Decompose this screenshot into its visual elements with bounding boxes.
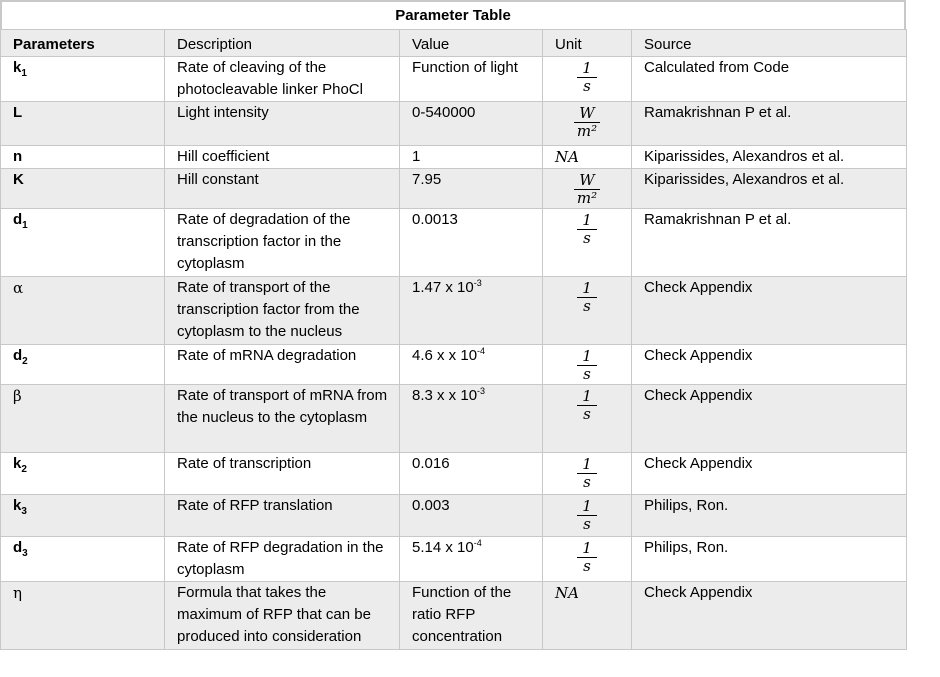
source-cell: Check Appendix	[632, 385, 907, 453]
parameter-symbol: k	[13, 497, 22, 514]
unit-denominator: s	[583, 473, 591, 491]
value-text: 0.0013	[412, 211, 458, 228]
parameter-subscript: 3	[21, 506, 27, 517]
unit-fraction	[577, 60, 597, 95]
unit-numerator: 1	[577, 498, 597, 516]
table-row	[1, 277, 907, 345]
description-cell: Rate of mRNA degradation	[165, 345, 400, 385]
parameter-symbol: η	[13, 584, 22, 602]
value-text: 4.6 x x 10	[412, 347, 478, 364]
unit-denominator: s	[583, 557, 591, 575]
unit-fraction	[577, 388, 597, 423]
table-row	[1, 582, 907, 650]
parameter-cell	[1, 582, 165, 650]
unit-text: NA	[555, 148, 579, 166]
parameter-subscript: 1	[22, 220, 28, 231]
unit-cell	[543, 169, 632, 209]
description-cell: Rate of transcription	[165, 453, 400, 495]
header-parameters: Parameters	[1, 30, 165, 57]
parameter-cell	[1, 345, 165, 385]
parameter-subscript: 2	[22, 356, 28, 367]
source-cell: Check Appendix	[632, 453, 907, 495]
table-row	[1, 345, 907, 385]
unit-denominator: m²	[576, 122, 598, 140]
unit-cell	[543, 102, 632, 146]
parameter-cell	[1, 277, 165, 345]
unit-denominator: s	[583, 365, 591, 383]
description-cell: Hill coefficient	[165, 146, 400, 169]
unit-cell	[543, 345, 632, 385]
value-text: 7.95	[412, 171, 442, 188]
header-row	[1, 30, 907, 57]
unit-fraction	[574, 172, 599, 207]
parameter-subscript: 3	[22, 548, 28, 559]
value-cell	[400, 102, 543, 146]
parameter-cell	[1, 146, 165, 169]
unit-numerator: W	[574, 172, 599, 190]
header-description: Description	[165, 30, 400, 57]
parameter-cell	[1, 385, 165, 453]
source-cell: Kiparissides, Alexandros et al.	[632, 146, 907, 169]
header-value: Value	[400, 30, 543, 57]
source-cell: Check Appendix	[632, 277, 907, 345]
unit-numerator: W	[574, 105, 599, 123]
value-cell	[400, 345, 543, 385]
value-exponent: -4	[473, 538, 482, 548]
unit-cell	[543, 385, 632, 453]
table-row	[1, 453, 907, 495]
table-row	[1, 102, 907, 146]
value-exponent: -3	[477, 386, 486, 396]
unit-cell	[543, 453, 632, 495]
unit-fraction	[577, 348, 597, 383]
unit-fraction	[577, 212, 597, 247]
value-cell	[400, 453, 543, 495]
description-cell: Formula that takes the maximum of RFP that can be produced into consideration	[165, 582, 400, 650]
parameter-cell	[1, 495, 165, 537]
unit-cell	[543, 582, 632, 650]
value-cell	[400, 57, 543, 102]
parameter-symbol: K	[13, 171, 24, 188]
parameter-symbol: k	[13, 455, 22, 472]
source-cell: Ramakrishnan P et al.	[632, 102, 907, 146]
value-cell	[400, 169, 543, 209]
unit-numerator: 1	[577, 456, 597, 474]
value-cell	[400, 537, 543, 582]
parameter-cell	[1, 209, 165, 277]
parameter-cell	[1, 537, 165, 582]
unit-denominator: s	[583, 515, 591, 533]
table-row	[1, 169, 907, 209]
value-cell	[400, 495, 543, 537]
unit-cell	[543, 146, 632, 169]
table-row	[1, 537, 907, 582]
parameter-cell	[1, 169, 165, 209]
value-cell	[400, 385, 543, 453]
source-cell: Kiparissides, Alexandros et al.	[632, 169, 907, 209]
source-cell: Ramakrishnan P et al.	[632, 209, 907, 277]
value-exponent: -4	[477, 346, 486, 356]
unit-denominator: s	[583, 297, 591, 315]
description-cell: Rate of RFP degradation in the cytoplasm	[165, 537, 400, 582]
description-cell: Rate of cleaving of the photocleavable linker PhoCl	[165, 57, 400, 102]
value-text: 1	[412, 148, 421, 165]
unit-fraction	[577, 498, 597, 533]
unit-cell	[543, 537, 632, 582]
source-cell: Philips, Ron.	[632, 495, 907, 537]
table-row	[1, 57, 907, 102]
source-cell: Philips, Ron.	[632, 537, 907, 582]
unit-numerator: 1	[577, 348, 597, 366]
value-cell	[400, 146, 543, 169]
value-cell	[400, 277, 543, 345]
value-text: 0.003	[412, 497, 450, 514]
table-row	[1, 385, 907, 453]
parameter-symbol: d	[13, 347, 23, 364]
value-cell	[400, 209, 543, 277]
table-body	[1, 57, 907, 650]
unit-cell	[543, 495, 632, 537]
table-grid	[0, 29, 907, 650]
table-row	[1, 209, 907, 277]
value-text: Function of light	[412, 59, 518, 76]
description-cell: Rate of transport of mRNA from the nucleus to the cytoplasm	[165, 385, 400, 453]
parameter-symbol: n	[13, 148, 23, 165]
value-text: 1.47 x 10	[412, 279, 474, 296]
description-cell: Rate of degradation of the transcription factor in the cytoplasm	[165, 209, 400, 277]
unit-fraction	[577, 540, 597, 575]
value-text: 5.14 x 10	[412, 539, 474, 556]
unit-denominator: s	[583, 229, 591, 247]
value-cell	[400, 582, 543, 650]
parameter-symbol: L	[13, 104, 23, 121]
parameter-cell	[1, 102, 165, 146]
unit-fraction	[577, 280, 597, 315]
table-title: Parameter Table	[0, 0, 906, 29]
unit-numerator: 1	[577, 60, 597, 78]
header-unit: Unit	[543, 30, 632, 57]
parameter-symbol: d	[13, 211, 23, 228]
source-cell: Check Appendix	[632, 582, 907, 650]
table-row	[1, 495, 907, 537]
value-text: Function of the ratio RFP concentration	[412, 584, 512, 645]
unit-numerator: 1	[577, 280, 597, 298]
value-exponent: -3	[473, 278, 482, 288]
source-cell: Check Appendix	[632, 345, 907, 385]
unit-numerator: 1	[577, 540, 597, 558]
unit-numerator: 1	[577, 212, 597, 230]
description-cell: Rate of RFP translation	[165, 495, 400, 537]
header-source: Source	[632, 30, 907, 57]
unit-fraction	[574, 105, 599, 140]
value-text: 0.016	[412, 455, 450, 472]
description-cell: Light intensity	[165, 102, 400, 146]
unit-cell	[543, 277, 632, 345]
parameter-symbol: α	[13, 279, 24, 297]
unit-cell	[543, 209, 632, 277]
unit-cell	[543, 57, 632, 102]
parameter-symbol: β	[13, 387, 22, 405]
unit-denominator: m²	[576, 189, 598, 207]
value-text: 8.3 x x 10	[412, 387, 478, 404]
table-row	[1, 146, 907, 169]
description-cell: Hill constant	[165, 169, 400, 209]
source-cell: Calculated from Code	[632, 57, 907, 102]
unit-fraction	[577, 456, 597, 491]
value-text: 0-540000	[412, 104, 476, 121]
parameter-cell	[1, 453, 165, 495]
description-cell: Rate of transport of the transcription factor from the cytoplasm to the nucleus	[165, 277, 400, 345]
unit-text: NA	[555, 584, 579, 602]
unit-denominator: s	[583, 77, 591, 95]
unit-denominator: s	[583, 405, 591, 423]
parameter-cell	[1, 57, 165, 102]
parameter-subscript: 2	[21, 464, 27, 475]
parameter-symbol: k	[13, 59, 22, 76]
parameter-subscript: 1	[21, 68, 27, 79]
parameter-symbol: d	[13, 539, 23, 556]
unit-numerator: 1	[577, 388, 597, 406]
